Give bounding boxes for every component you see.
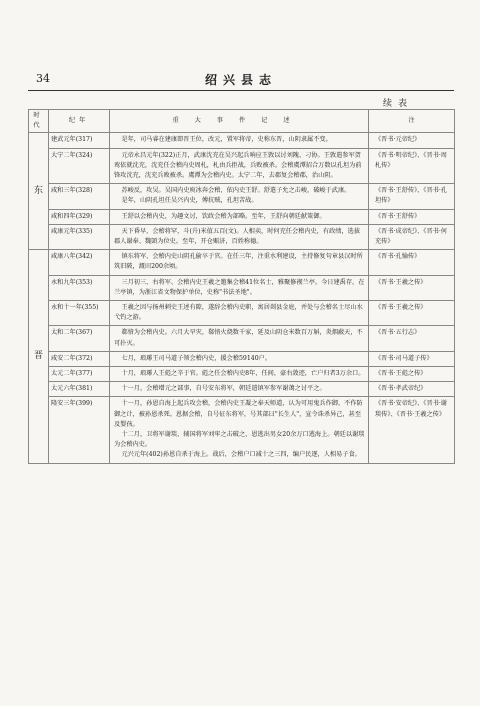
event-cell (110, 275, 369, 300)
note-cell: 《晋书·孔愉传》 (369, 250, 455, 275)
event-paragraph: 天下昏早，会稽将罕，斗(升)米值五百(文)。人相卖，时何充任会稽内史，有政绩，选拔郡人谢奉、魏顗为位史。至年，开仓赈济，百姓称德。 (114, 227, 361, 246)
table-row (29, 184, 455, 209)
year-cell: 永和十一年(355) (49, 301, 110, 326)
header-rule (28, 90, 454, 91)
table-row (29, 133, 455, 148)
chronology-table (28, 109, 455, 464)
event-paragraph: 王羲之因与扬州刺史王述有隙，遂辞会稽内史职，寓居剡县金庭，并处与会稽名士尽山水弋钓之游。 (114, 304, 363, 322)
year-cell: 咸安二年(372) (49, 351, 110, 366)
event-paragraph: 十二月，卫将军谢琰、辅国将军刘牢之击破之，恩逃出男女20余万口逃海上。朝廷以谢琰为会稽内史。 (114, 431, 365, 449)
year-cell: 建武元年(317) (49, 133, 110, 148)
year-cell: 隆安三年(399) (49, 397, 110, 463)
year-cell: 大宁二年(324) (49, 148, 110, 184)
event-cell (110, 397, 369, 463)
column-header-note: 注 (369, 110, 455, 133)
event-cell (110, 148, 369, 184)
year-cell: 咸康八年(342) (49, 250, 110, 275)
event-paragraph: 是年，司马睿在建康即晋王位，改元，置军将帝，史称东晋，山阴隶属不变。 (121, 136, 332, 144)
event-cell (110, 133, 369, 148)
event-paragraph: 元兴元年(402)孙恩自杀于海上。战后，会稽户口减十之三四，编户民逐，人相易子食。 (121, 451, 361, 459)
year-cell: 太元六年(381) (49, 382, 110, 397)
table-row (29, 397, 455, 463)
event-paragraph: 七月，琅琊王司马道子领会稽内史，援会稽59140户。 (121, 354, 272, 362)
event-cell (110, 367, 369, 382)
note-cell: 《晋书·王舒传》、《晋书·孔坦传》 (369, 184, 455, 209)
year-cell: 咸和四年(329) (49, 209, 110, 224)
note-cell: 《晋书·五行志》 (369, 326, 455, 351)
column-header-era: 时代 (29, 110, 49, 133)
event-paragraph: 三月初三，右将军、会稽内史王羲之邀集会稽41位名士，雅聚修禊兰亭。今日建禹存，在兰亭镇，为浙江省文物保护单位，史称"书法圣地"。 (114, 278, 365, 296)
note-cell: 《晋书·王舒传》 (369, 209, 455, 224)
column-header-event: 重大事件记述 (110, 110, 369, 133)
event-paragraph: 苏峻反，攻吴。吴国内史庾冰奔会稽，依内史王舒。舒遣子允之击峻，破峻于武康。 (121, 187, 351, 195)
event-paragraph: 十一月，会稽增元之部事，自号安东将军，朝廷遣镇军参军谢蔼之讨平之。 (121, 385, 326, 393)
table-row (29, 367, 455, 382)
note-cell: 《晋书·王羲之传》 (369, 275, 455, 300)
event-cell (110, 351, 369, 366)
note-cell: 《晋书·元帝纪》 (369, 133, 455, 148)
page-header (28, 72, 454, 88)
table-row (29, 224, 455, 249)
year-cell: 咸康元年(335) (49, 224, 110, 249)
era-label-jin: 晋 (29, 250, 49, 463)
table-row (29, 250, 455, 275)
table-row (29, 301, 455, 326)
event-cell (110, 301, 369, 326)
event-paragraph: 十一月，孙恩自海上起兵攻会稽，会稽内史王凝之奉天师道，认为可用鬼兵作御，不作防御之计，被孙恩杀死。恩据会稽，自号征东将军，号其部曰"长生人"，宣令诛杀异己，甚至及婴孩。 (114, 400, 363, 428)
note-cell: 《晋书·明帝纪》、《晋书·周札传》 (369, 148, 455, 184)
event-paragraph: 元帝永昌元年(322)正月，武康沈充在吴兴起兵响应王敦以讨刘隗、刁协。王敦遣参军贺鸾依就沈充，沈充任会稽内史周札，札由兵拒战，兵败被杀。会稽虞潭招合万数以孔坦为前锋攻沈充，沈充兵败被杀。虞潭为会稽内史。太宁二年，去郡复会稽郡，治山阴。 (114, 151, 362, 180)
table-row (29, 275, 455, 300)
note-cell: 《晋书·王羲之传》 (369, 301, 455, 326)
event-cell (110, 209, 369, 224)
table-row (29, 326, 455, 351)
column-header-year: 纪年 (49, 110, 110, 133)
table-header-row (29, 110, 455, 133)
page-number: 34 (36, 72, 50, 85)
table-row (29, 351, 455, 366)
event-paragraph: 是年，山阴孔坦任吴兴内史，傅抗贼，孔坦苦战。 (121, 197, 258, 205)
table-body (29, 133, 455, 463)
table-row (29, 382, 455, 397)
table-row (29, 209, 455, 224)
event-cell (110, 184, 369, 209)
note-cell: 《晋书·孝武帝纪》 (369, 382, 455, 397)
event-paragraph: 王舒以会稽内史，为趣文讨，饮政会稽为部略。至年，王舒向朝廷献策御。 (121, 212, 326, 220)
book-title: 绍兴县志 (204, 73, 277, 87)
year-cell: 咸和三年(328) (49, 184, 110, 209)
note-cell: 《晋书·王彪之传》 (369, 367, 455, 382)
table-row (29, 148, 455, 184)
note-cell: 《晋书·成帝纪》、《晋书·何充传》 (369, 224, 455, 249)
event-paragraph: 镇东将军、会稽内史山阴孔偷卒于官。在任三年，注重水利建设，主持修复句章县汉时所筑旧陂，溉田200余顷。 (114, 253, 363, 271)
event-cell (110, 382, 369, 397)
note-cell: 《晋书·安帝纪》、《晋书·谢琰传》、《晋书·王羲之传》 (369, 397, 455, 463)
continued-label: 续表 (383, 99, 414, 109)
event-paragraph: 郗愔为会稽内史。六月大旱灾，郗愔火烧数千家，延及山阴仓米数百万斛，炎烟蔽天，不可扑灭。 (114, 329, 363, 347)
note-cell: 《晋书·司马道子传》 (369, 351, 455, 366)
era-label-dong: 东 (29, 133, 49, 250)
year-cell: 永和九年(353) (49, 275, 110, 300)
event-cell (110, 326, 369, 351)
event-paragraph: 十月，琅琊人王彪之辛于官。彪之任会稽内史8年，任间，豪右敛迹，亡户归者3万余口。 (121, 370, 365, 378)
event-cell (110, 250, 369, 275)
year-cell: 太元二年(377) (49, 367, 110, 382)
event-cell (110, 224, 369, 249)
year-cell: 太和二年(367) (49, 326, 110, 351)
